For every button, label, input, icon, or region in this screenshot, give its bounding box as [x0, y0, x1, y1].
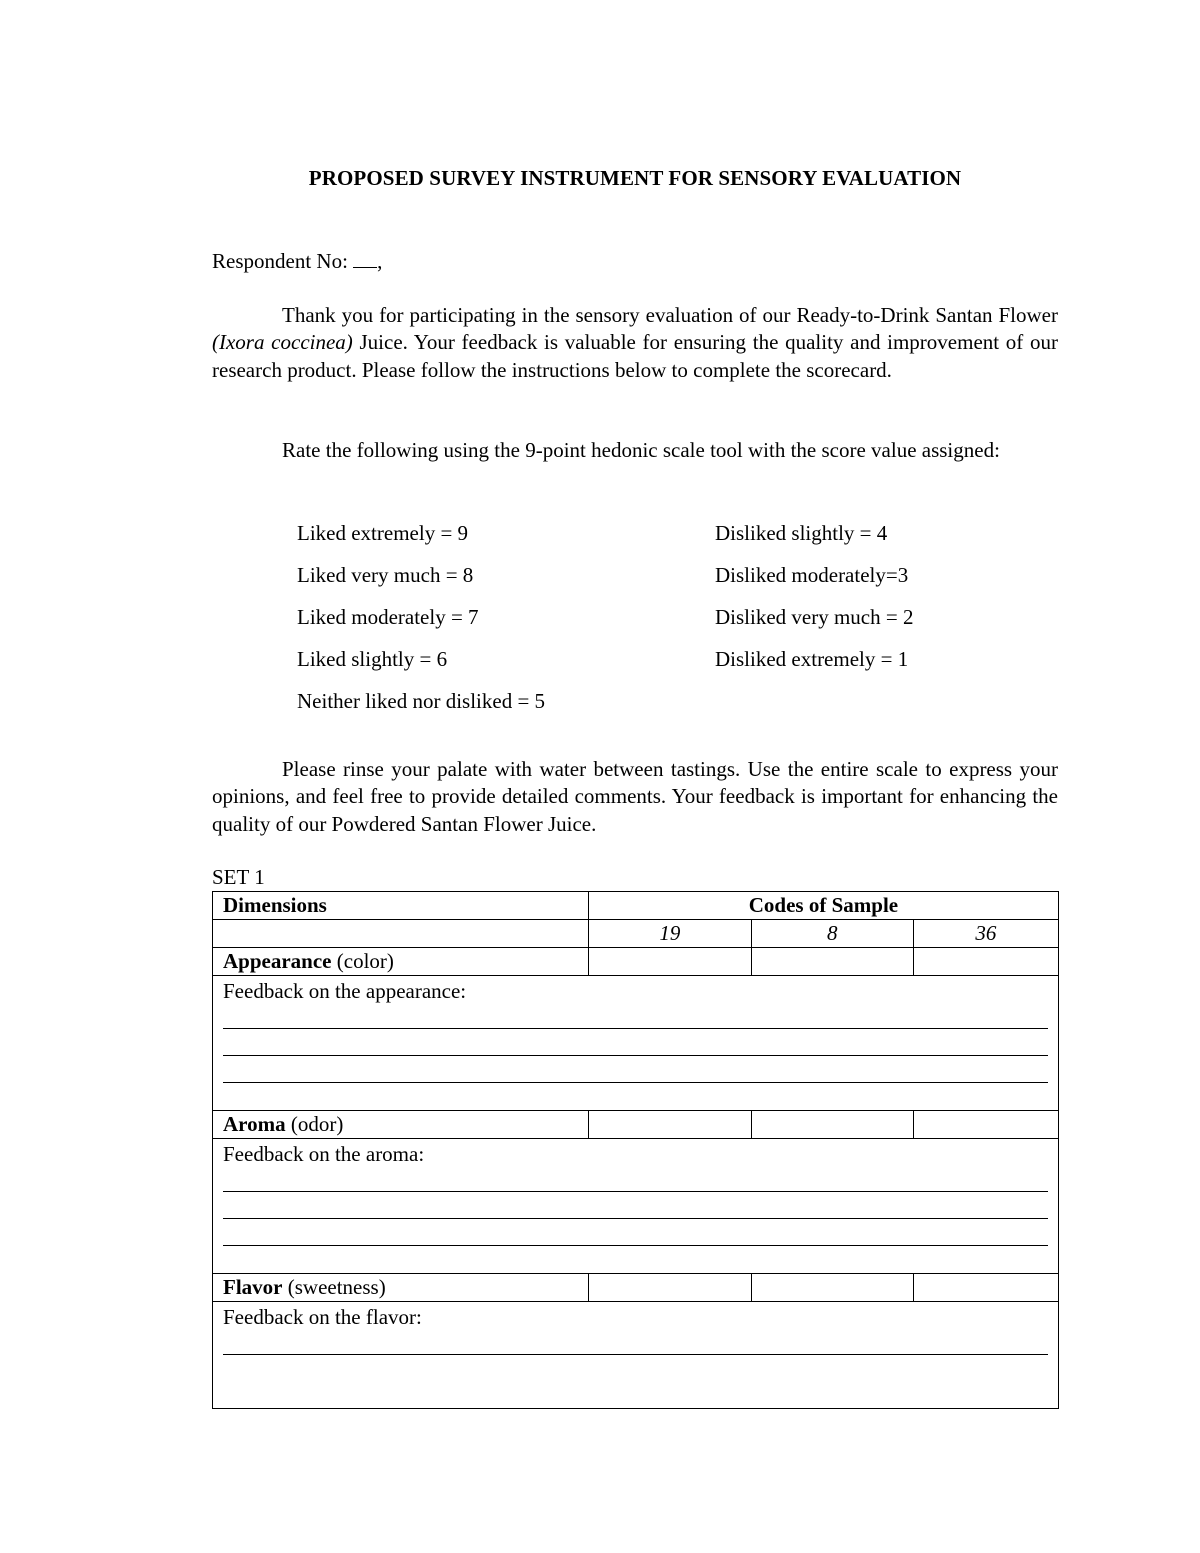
score-cell[interactable]: [751, 1274, 913, 1302]
table-header-row: [213, 892, 1059, 920]
dimensions-header: Dimensions: [213, 892, 589, 920]
feedback-cell: [213, 1302, 1059, 1409]
score-cell[interactable]: [913, 1274, 1058, 1302]
hedonic-scale-liked-column: [297, 518, 545, 728]
dimension-name: Appearance: [223, 949, 332, 973]
rinse-instruction: Please rinse your palate with water between tastings. Use the entire scale to express your opinions, and feel free to provide detailed comments. Your feedback is important for enhancing the quality of our Powdered Santan Flower Juice.: [212, 757, 1058, 836]
score-cell[interactable]: [913, 1111, 1058, 1139]
intro-text-part1: Thank you for participating in the sensory evaluation of our Ready-to-Drink Santan Flower: [282, 303, 1058, 327]
rate-instruction: Rate the following using the 9-point hedonic scale tool with the score value assigned:: [282, 438, 1000, 462]
feedback-line[interactable]: [223, 1219, 1048, 1246]
dimension-label: [213, 1111, 589, 1139]
scale-item: Disliked slightly = 4: [715, 521, 888, 545]
respondent-suffix: ,: [377, 249, 383, 273]
intro-paragraph: [212, 302, 1058, 384]
score-cell[interactable]: [751, 1111, 913, 1139]
score-cell[interactable]: [588, 948, 751, 976]
intro-scientific-name: (Ixora coccinea): [212, 330, 353, 355]
respondent-number-blank[interactable]: [353, 249, 377, 268]
feedback-row-appearance: [213, 976, 1059, 1111]
sample-codes-row: [213, 920, 1059, 948]
scale-item: Liked moderately = 7: [297, 605, 479, 629]
dimension-name: Aroma: [223, 1112, 286, 1136]
dimension-row-appearance: [213, 948, 1059, 976]
feedback-line[interactable]: [223, 1192, 1048, 1219]
feedback-label: Feedback on the appearance:: [223, 979, 467, 1003]
feedback-line[interactable]: [223, 1029, 1048, 1056]
feedback-label: Feedback on the aroma:: [223, 1142, 425, 1166]
dimension-label: [213, 948, 589, 976]
scale-item: Disliked extremely = 1: [715, 647, 909, 671]
scale-item: Disliked very much = 2: [715, 605, 914, 629]
scale-item: Liked very much = 8: [297, 563, 474, 587]
dimension-detail: (odor): [285, 1112, 344, 1136]
scale-item: Disliked moderately=3: [715, 563, 909, 587]
respondent-number-line: [212, 249, 382, 274]
feedback-line[interactable]: [223, 1004, 1048, 1029]
intro-text-part2: Juice. Your feedback is valuable for ensuring the quality and improvement of our research product. Please follow the instructions below to complete the scorecard.: [212, 330, 1058, 382]
scale-item: Liked slightly = 6: [297, 647, 448, 671]
feedback-line[interactable]: [223, 1056, 1048, 1083]
respondent-label: Respondent No:: [212, 249, 348, 273]
scale-item: Liked extremely = 9: [297, 521, 469, 545]
score-cell[interactable]: [588, 1111, 751, 1139]
sample-code: 36: [913, 920, 1058, 948]
empty-cell: [213, 920, 589, 948]
feedback-label: Feedback on the flavor:: [223, 1305, 422, 1329]
sample-code: 8: [751, 920, 913, 948]
feedback-cell: [213, 1139, 1059, 1274]
evaluation-table: [212, 891, 1059, 1409]
score-cell[interactable]: [588, 1274, 751, 1302]
dimension-row-aroma: [213, 1111, 1059, 1139]
feedback-row-flavor: [213, 1302, 1059, 1409]
dimension-detail: (color): [331, 949, 394, 973]
feedback-line[interactable]: [223, 1167, 1048, 1192]
score-cell[interactable]: [751, 948, 913, 976]
codes-header: Codes of Sample: [588, 892, 1058, 920]
scale-item: Neither liked nor disliked = 5: [297, 689, 546, 713]
dimension-row-flavor: [213, 1274, 1059, 1302]
feedback-cell: [213, 976, 1059, 1111]
dimension-detail: (sweetness): [282, 1275, 386, 1299]
dimension-name: Flavor: [223, 1275, 283, 1299]
feedback-row-aroma: [213, 1139, 1059, 1274]
sample-code: 19: [588, 920, 751, 948]
score-cell[interactable]: [913, 948, 1058, 976]
dimension-label: [213, 1274, 589, 1302]
document-title: PROPOSED SURVEY INSTRUMENT FOR SENSORY EVALUATION: [308, 166, 962, 190]
feedback-line[interactable]: [223, 1330, 1048, 1355]
set-label: SET 1: [212, 865, 265, 889]
hedonic-scale-disliked-column: [715, 518, 913, 686]
